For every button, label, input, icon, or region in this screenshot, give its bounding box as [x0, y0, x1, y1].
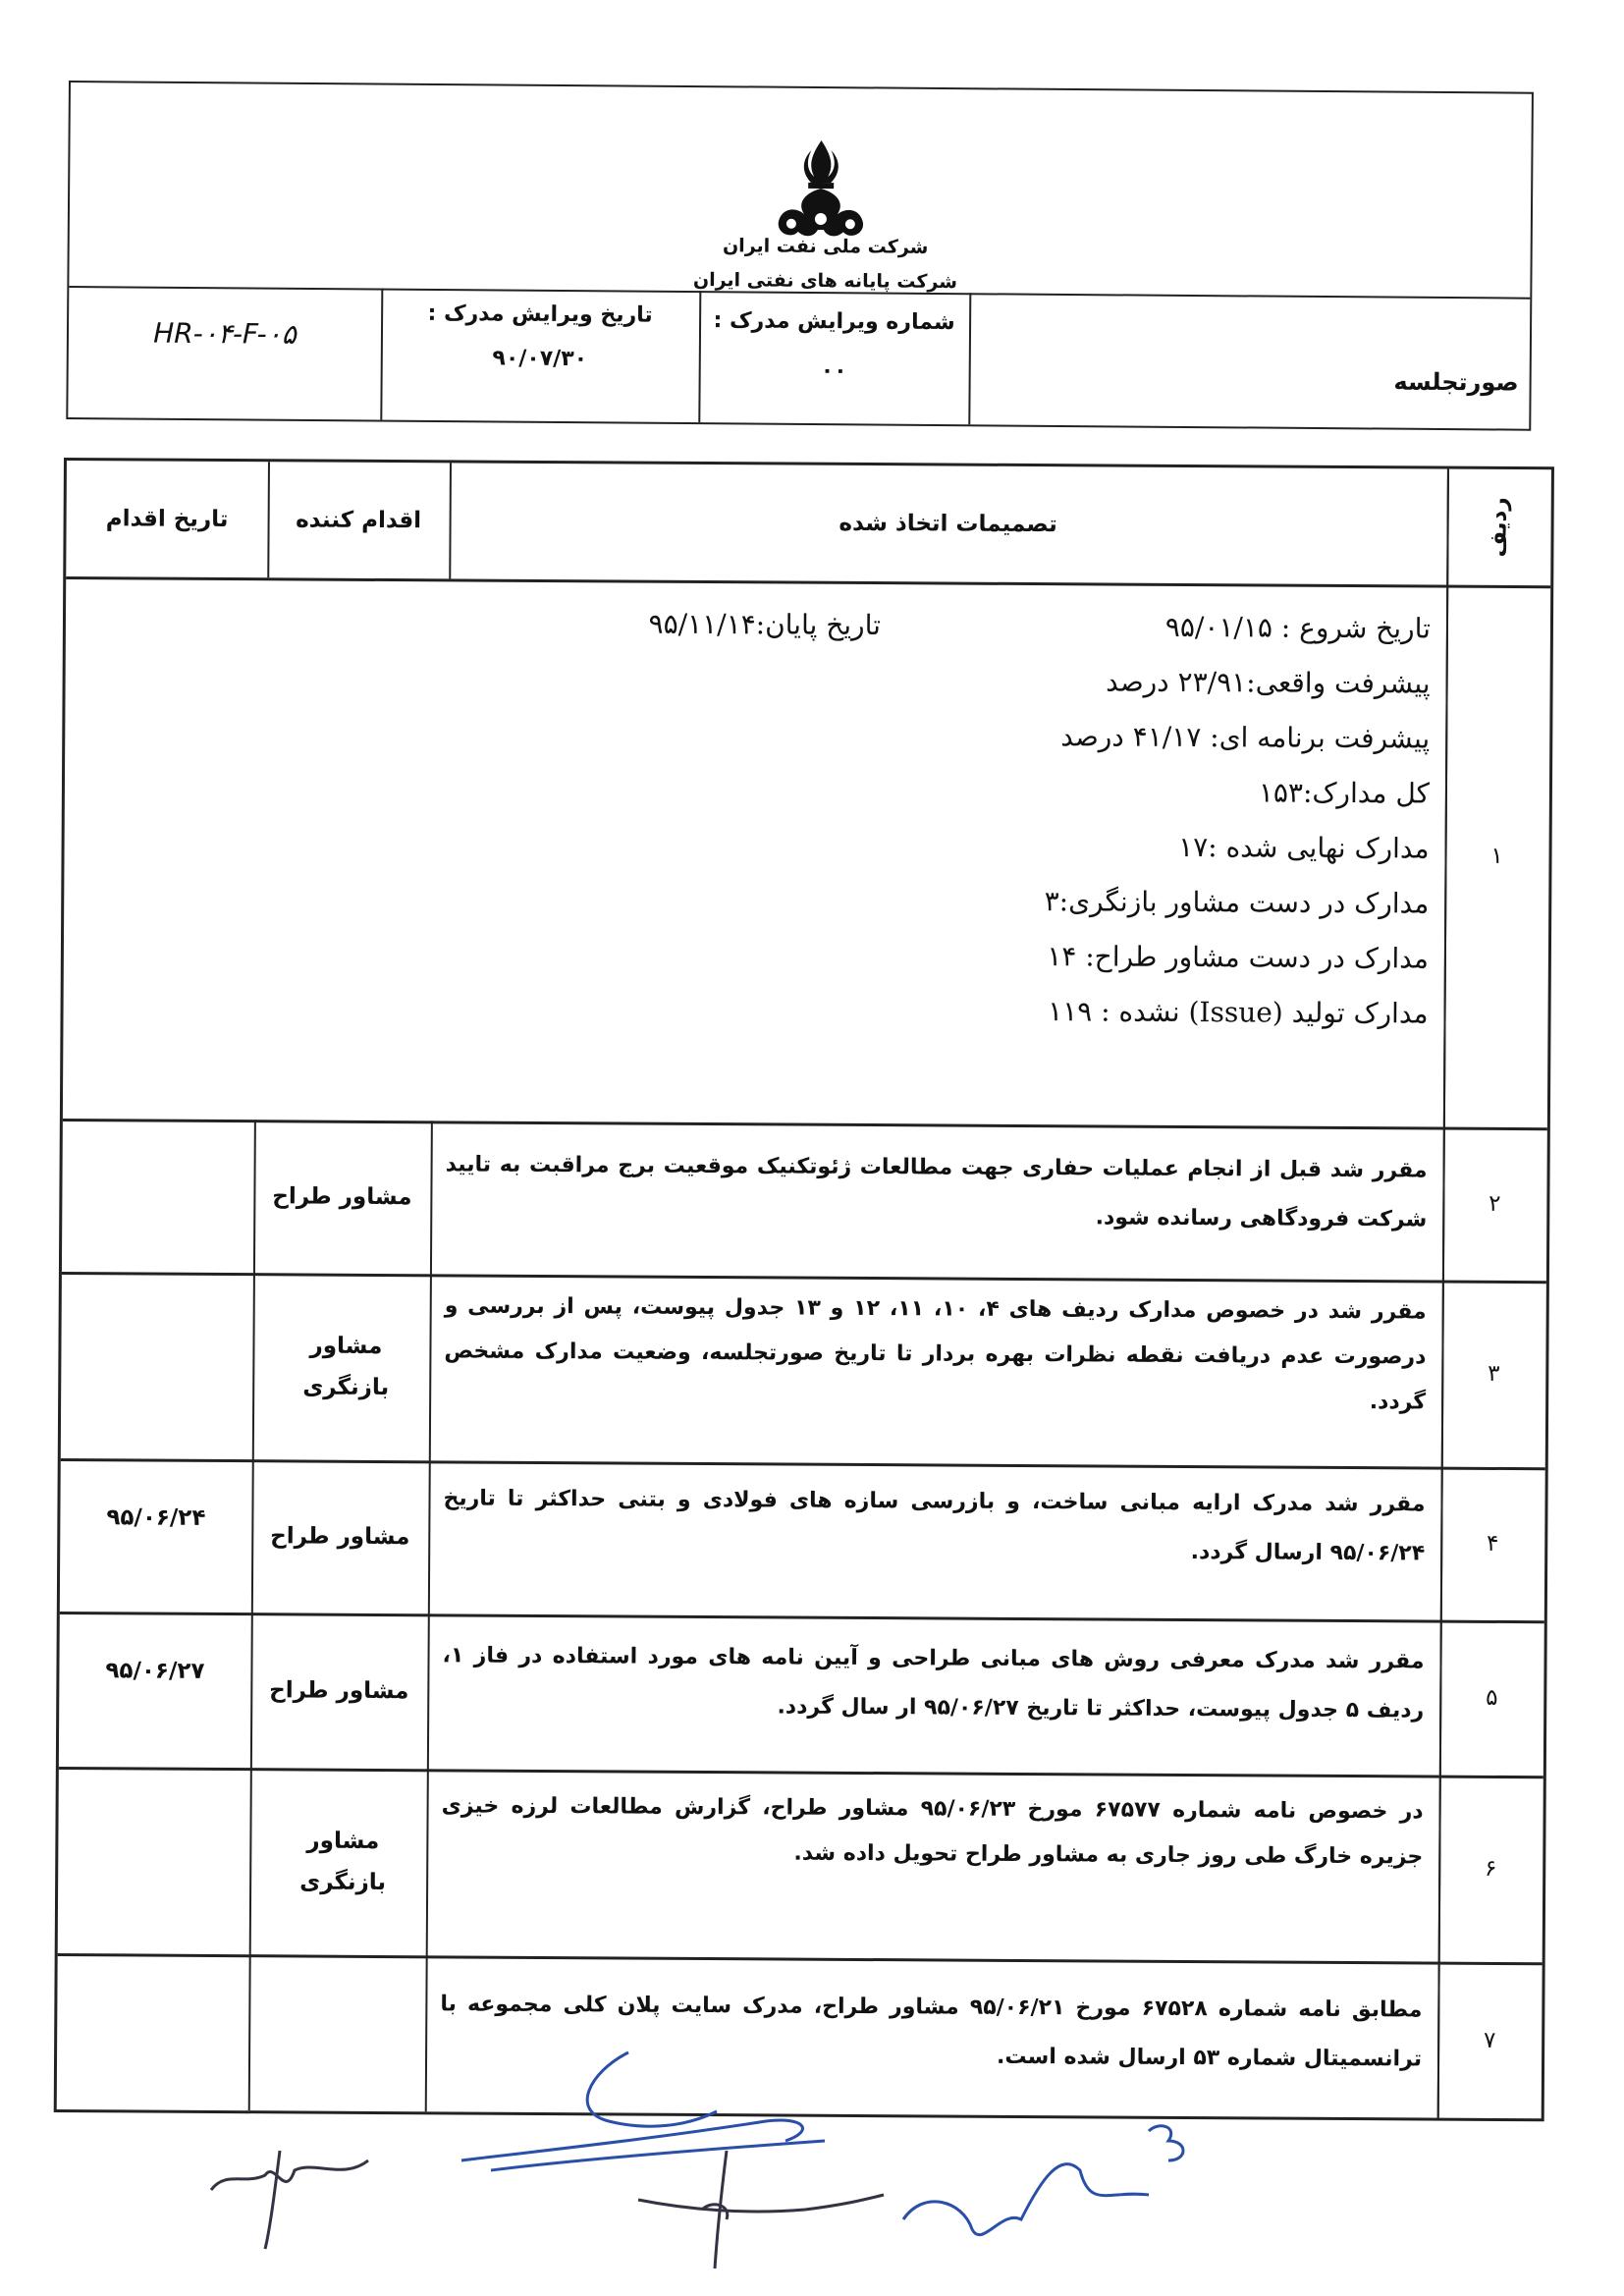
revision-number-value: ۰۰	[820, 358, 847, 384]
decision-text: مقرر شد در خصوص مدارک ردیف های ۴، ۱۰، ۱۱، ۱۲ و ۱۳ جدول پیوست، پس از بررسی و درصورت عدم دریافت نقطه نظرات بهره بردار تا تاریخ صورتجلسه، وضعیت مدارک مشخص گردد.	[444, 1293, 1427, 1415]
summary-line: پیشرفت واقعی:۲۳/۹۱ درصد	[1106, 665, 1431, 700]
end-date: تاریخ پایان:۹۵/۱۱/۱۴	[648, 607, 882, 642]
action-date	[61, 1272, 253, 1459]
action-by: مشاور طراح	[269, 1677, 409, 1705]
revision-date-label: تاریخ ویرایش مدرک :	[427, 301, 653, 328]
document-code: HR-۰۴-F-۰۵	[153, 316, 297, 351]
signature-4	[903, 2126, 1183, 2235]
summary-line: مدارک در دست مشاور طراح: ۱۴	[1047, 940, 1430, 975]
decision-text: مقرر شد قبل از انجام عملیات حفاری جهت مطالعات ژئوتکنیک موقعیت برج مراقبت به تایید شرکت فرودگاهی رسانده شود.	[445, 1152, 1428, 1232]
row-number: ۵	[1486, 1684, 1498, 1711]
summary-line: پیشرفت برنامه ای: ۴۱/۱۷ درصد	[1060, 720, 1431, 755]
subsidiary-name: شرکت پایانه های نفتی ایران	[692, 269, 958, 294]
progress-summary	[652, 652, 1430, 1042]
form-title: صورتجلسه	[1393, 367, 1519, 397]
decision-text: در خصوص نامه شماره ۶۷۵۷۷ مورخ ۹۵/۰۶/۲۳ مشاور طراح، گزارش مطالعات لرزه خیزی جزیره خارگ طی روز جاری به مشاور طراح تحویل داده شد.	[441, 1793, 1424, 1870]
decision-text: مقرر شد مدرک معرفی روش های مبانی طراحی و آیین نامه های مورد استفاده در فاز ۱، ردیف ۵ جدول پیوست، حداکثر تا تاریخ ۹۵/۰۶/۲۷ ار سال گردد.	[442, 1643, 1425, 1723]
action-by: مشاور بازنگری	[302, 1333, 390, 1401]
summary-line: مدارک نهایی شده :۱۷	[1178, 830, 1430, 865]
company-name: شرکت ملی نفت ایران	[722, 235, 929, 258]
decision-text: مطابق نامه شماره ۶۷۵۲۸ مورخ ۹۵/۰۶/۲۱ مشاور طراح، مدرک سایت پلان کلی مجموعه با ترانسمیتال شماره ۵۳ ارسال شده است.	[440, 1992, 1423, 2072]
summary-line: مدارک تولید (Issue) نشده : ۱۱۹	[1048, 995, 1429, 1030]
action-by: مشاور طراح	[272, 1183, 412, 1211]
revision-date-value: ۹۰/۰۷/۳۰	[492, 346, 588, 372]
action-by: مشاور بازنگری	[299, 1828, 387, 1896]
action-by: مشاور طراح	[270, 1523, 410, 1551]
signature-3	[638, 2151, 884, 2269]
column-header-row-number: ردیف	[1486, 497, 1512, 558]
summary-line: مدارک در دست مشاور بازنگری:۳	[1044, 885, 1430, 920]
signature-2	[461, 2052, 825, 2170]
signature-1	[211, 2151, 368, 2249]
revision-number-label: شماره ویرایش مدرک :	[713, 308, 955, 336]
action-date	[62, 1119, 254, 1273]
decision-text: مقرر شد مدرک ارایه مبانی ساخت، و بازرسی سازه های فولادی و بتنی حداکثر تا تاریخ ۹۵/۰۶/۲۴ ارسال گردد.	[443, 1486, 1426, 1566]
start-date: تاریخ شروع : ۹۵/۰۱/۱۵	[1164, 610, 1432, 645]
summary-line: کل مدارک:۱۵۳	[1258, 776, 1431, 810]
row-number: ۳	[1488, 1360, 1500, 1387]
nioc-logo	[767, 136, 876, 245]
column-header-action-by: اقدام کننده	[296, 507, 422, 534]
row-number: ۷	[1483, 2027, 1496, 2053]
row-number: ۶	[1484, 1855, 1497, 1882]
document-header	[66, 81, 1534, 431]
action-date	[58, 1767, 250, 1954]
row-number: ۴	[1487, 1530, 1499, 1557]
action-date: ۹۵/۰۶/۲۴	[106, 1504, 206, 1531]
row-number: ۲	[1489, 1190, 1501, 1217]
column-header-action-date: تاریخ اقدام	[105, 506, 229, 533]
row-number: ۱	[1490, 843, 1503, 869]
minutes-table	[54, 458, 1554, 2121]
action-date: ۹۵/۰۶/۲۷	[105, 1658, 205, 1684]
column-header-decisions: تصمیمات اتخاذ شده	[839, 510, 1057, 538]
signatures	[0, 2013, 1624, 2296]
